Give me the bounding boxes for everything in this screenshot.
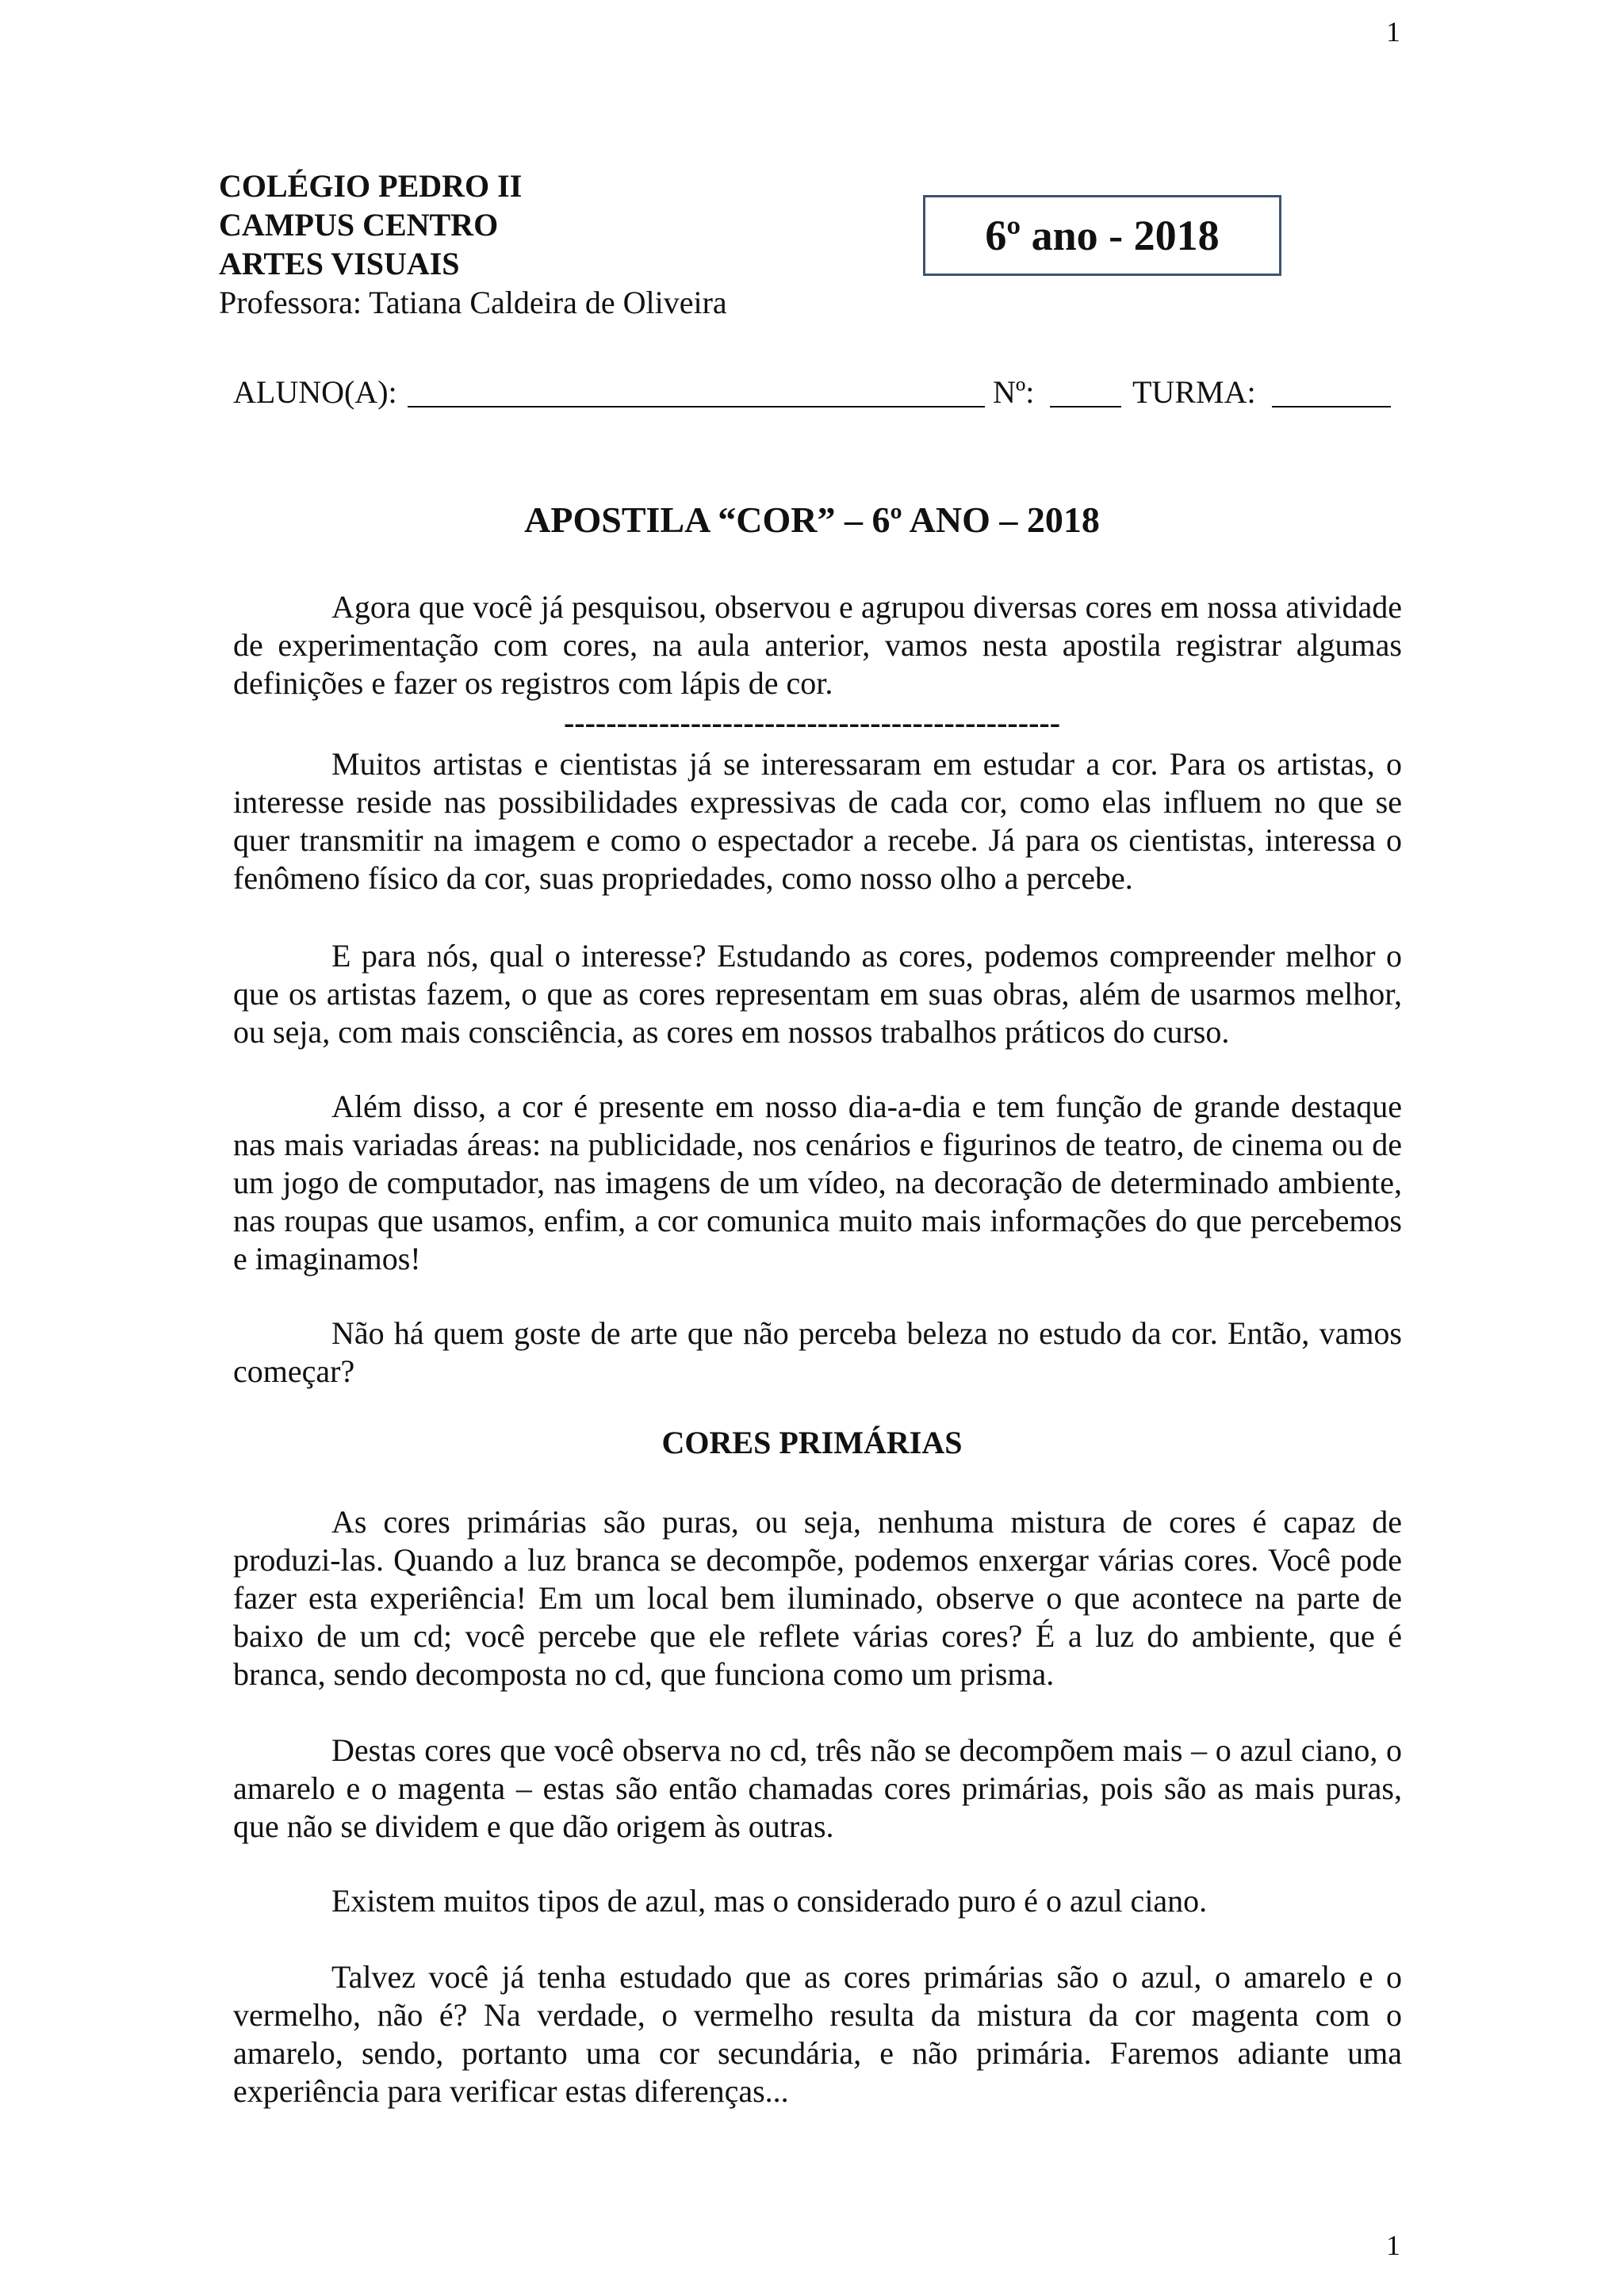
student-number-blank[interactable]	[1050, 406, 1121, 408]
paragraph-lets-start: Não há quem goste de arte que não perceba beleza no estudo da cor. Então, vamos começar?	[233, 1315, 1402, 1389]
page-number-top: 1	[1386, 16, 1400, 48]
campus-name: CAMPUS CENTRO	[219, 207, 499, 243]
paragraph-red-secondary: Talvez você já tenha estudado que as cores primárias são o azul, o amarelo e o vermelho, não é? Na verdade, o vermelho resulta da mistura da cor magenta com o amarelo, sendo, portanto uma cor secundária, e não primária. Faremos adiante uma experiência para verificar estas diferenças...	[233, 1959, 1402, 2109]
document-title: APOSTILA “COR” – 6º ANO – 2018	[524, 499, 1100, 540]
section-title-primary-colors: CORES PRIMÁRIAS	[661, 1425, 963, 1460]
paragraph-everyday-color: Além disso, a cor é presente em nosso dia-a-dia e tem função de grande destaque nas mais variadas áreas: na publicidade, nos cenários e figurinos de teatro, de cinema ou de um jogo de computador, nas imagens de um vídeo, na decoração de determinado ambiente, nas roupas que usamos, enfim, a cor comunica muito mais informações do que percebemos e imaginamos!	[233, 1089, 1402, 1276]
student-name-label: ALUNO(A):	[233, 374, 397, 410]
school-name: COLÉGIO PEDRO II	[219, 168, 523, 204]
student-info-line	[233, 373, 1392, 412]
paragraph-cd-colors: Destas cores que você observa no cd, três não se decompõem mais – o azul ciano, o amarelo e o magenta – estas são então chamadas cores primárias, pois são as mais puras, que não se dividem e que dão origem às outras.	[233, 1732, 1402, 1844]
separator-line: -----------------------------------------------	[563, 705, 1061, 740]
teacher-name: Professora: Tatiana Caldeira de Oliveira	[219, 285, 727, 320]
year-box: 6º ano - 2018	[923, 195, 1281, 276]
paragraph-cyan-blue: Existem muitos tipos de azul, mas o considerado puro é o azul ciano.	[331, 1883, 1208, 1919]
page-number-bottom: 1	[1386, 2229, 1400, 2261]
paragraph-interest: E para nós, qual o interesse? Estudando as cores, podemos compreender melhor o que os artistas fazem, o que as cores representam em suas obras, além de usarmos melhor, ou seja, com mais consciência, as cores em nossos trabalhos práticos do curso.	[233, 938, 1402, 1050]
school-header	[219, 166, 727, 322]
student-name-blank[interactable]	[408, 406, 985, 408]
paragraph-artists-scientists: Muitos artistas e cientistas já se interessaram em estudar a cor. Para os artistas, o interesse reside nas possibilidades expressivas de cada cor, como elas influem no que se quer transmitir na imagem e como o espectador a recebe. Já para os cientistas, interessa o fenômeno físico da cor, suas propriedades, como nosso olho a percebe.	[233, 746, 1402, 896]
department-name: ARTES VISUAIS	[219, 246, 460, 281]
student-number-label: Nº:	[993, 374, 1035, 410]
intro-paragraph: Agora que você já pesquisou, observou e agrupou diversas cores em nossa atividade de experimentação com cores, na aula anterior, vamos nesta apostila registrar algumas definições e fazer os registros com lápis de cor.	[233, 589, 1402, 701]
paragraph-primary-colors: As cores primárias são puras, ou seja, nenhuma mistura de cores é capaz de produzi-las. Quando a luz branca se decompõe, podemos enxergar várias cores. Você pode fazer esta experiência! Em um local bem iluminado, observe o que acontece na parte de baixo de um cd; você percebe que ele reflete várias cores? É a luz do ambiente, que é branca, sendo decomposta no cd, que funciona como um prisma.	[233, 1504, 1402, 1692]
class-label: TURMA:	[1132, 374, 1256, 410]
class-blank[interactable]	[1272, 406, 1391, 408]
